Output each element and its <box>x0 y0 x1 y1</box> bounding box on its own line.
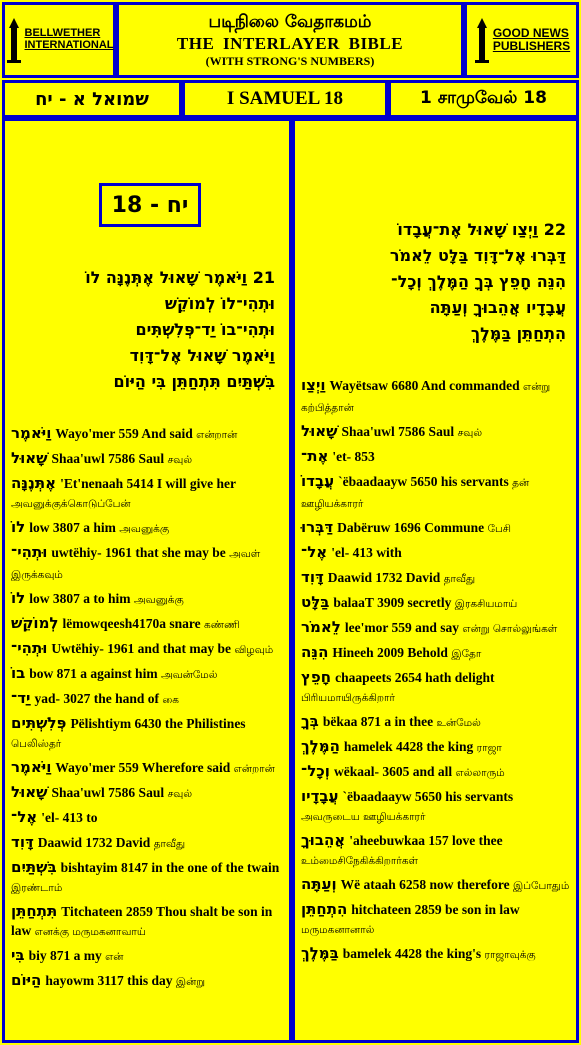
tamil-gloss: இதோ <box>451 648 482 660</box>
word-entry <box>301 875 571 896</box>
verse-line: 21 וַיֹּאמֶר שָׁאוּל אֶתְּנֶנָּה לוֹ <box>85 268 275 287</box>
tamil-gloss: உன்மேல் <box>436 717 481 729</box>
logo-left-line2: INTERNATIONAL <box>24 39 114 51</box>
tamil-gloss: சவுல் <box>457 427 483 439</box>
tamil-gloss: இரண்டாம் <box>11 882 63 894</box>
word-entry <box>301 643 571 664</box>
transliteration-gloss: hayowm 3117 this day <box>45 973 173 988</box>
word-entry <box>301 376 571 418</box>
transliteration-gloss: hitchateen 2859 be son in law <box>351 902 520 917</box>
book-title-tamil: 1 சாமுவேல் 18 <box>420 88 547 108</box>
tamil-gloss: எல்லாரும் <box>455 767 505 779</box>
tamil-gloss: தாவீது <box>153 838 186 850</box>
left-column <box>2 118 292 1043</box>
word-entry <box>301 543 571 564</box>
tamil-gloss: என்று கற்பித்தான் <box>301 381 551 414</box>
hebrew-word: עֲבָדָיו <box>301 787 339 805</box>
hebrew-word: אֶל־ <box>301 543 328 561</box>
transliteration-gloss: Hineeh 2009 Behold <box>332 645 448 660</box>
tamil-gloss: அவனுக்கு <box>133 594 184 606</box>
tamil-gloss: உம்மைசிநேகிக்கிறார்கள் <box>301 855 419 867</box>
transliteration-gloss: 'et- 853 <box>332 449 375 464</box>
hebrew-word: דָּוִד <box>301 568 324 586</box>
transliteration-gloss: Wë ataah 6258 now therefore <box>340 877 510 892</box>
hebrew-word: לֵאמֹר <box>301 618 341 636</box>
word-entry <box>301 447 571 468</box>
transliteration-gloss: uwtëhiy- 1961 that she may be <box>51 545 226 560</box>
word-entry <box>301 712 571 733</box>
transliteration-gloss: Shaa'uwl 7586 Saul <box>341 424 455 439</box>
tamil-gloss: இரகசியமாய் <box>454 598 518 610</box>
transliteration-gloss: `ëbaadaayw 5650 his servants <box>338 474 509 489</box>
transliteration-gloss: Wayëtsaw 6680 And commanded <box>329 378 520 393</box>
verse-line: 22 וַיְצַו שָׁאוּל אֶת־עֲבָדוֹ <box>397 220 566 239</box>
verse-line: עֲבָדָיו אֲהֵבוּךָ וְעַתָּה <box>429 298 566 317</box>
word-entry <box>301 737 571 758</box>
transliteration-gloss: yad- 3027 the hand of <box>34 691 159 706</box>
hebrew-word: וַיְצַו <box>301 376 326 394</box>
word-entry <box>11 689 283 710</box>
transliteration-gloss: 'Et'nenaah 5414 I will give her <box>60 476 236 491</box>
tamil-gloss: அவன்மேல் <box>160 669 218 681</box>
hebrew-word: וְכָל־ <box>301 762 330 780</box>
logo-left-line1: BELLWETHER <box>24 27 101 40</box>
hebrew-word: לוֹ <box>11 518 26 536</box>
title-tamil: படிநிலை வேதாகமம் <box>208 11 372 32</box>
word-entry <box>301 668 571 708</box>
transliteration-gloss: Daawid 1732 David <box>37 835 151 850</box>
hebrew-word: דַּבְּרוּ <box>301 518 334 536</box>
transliteration-gloss: balaaT 3909 secretly <box>333 595 452 610</box>
left-word-list <box>11 424 283 996</box>
tamil-gloss: என்று சொல்லுங்கள் <box>462 623 558 635</box>
word-entry <box>301 518 571 539</box>
right-word-list <box>301 376 571 969</box>
word-entry <box>11 589 283 610</box>
tamil-gloss: அவள் இருக்கவும் <box>11 548 261 581</box>
hebrew-word: פְּלִשְׁתִּים <box>11 714 67 732</box>
tamil-gloss: விழவும் <box>234 644 274 656</box>
hebrew-word: וּתְהִי־ <box>11 543 48 561</box>
word-entry <box>301 618 571 639</box>
hebrew-word: בִּשְׁתַּיִם <box>11 858 57 876</box>
tamil-gloss: என்றான் <box>196 429 238 441</box>
transliteration-gloss: biy 871 a my <box>28 948 102 963</box>
word-entry <box>301 593 571 614</box>
page-subtitle: (WITH STRONG'S NUMBERS) <box>205 53 375 68</box>
word-entry <box>301 762 571 783</box>
transliteration-gloss: low 3807 a to him <box>29 591 131 606</box>
hebrew-word: בַּמֶּלֶךְ <box>301 944 339 962</box>
hebrew-word: בוֹ <box>11 664 26 682</box>
book-icon <box>473 16 491 64</box>
logo-right-line2: PUBLISHERS <box>492 39 571 53</box>
book-title-hebrew-box <box>2 80 182 118</box>
hebrew-word: אֲהֵבוּךָ <box>301 831 346 849</box>
word-entry <box>11 902 283 942</box>
book-title-english-box <box>182 80 388 118</box>
tamil-gloss: தாவீது <box>443 573 476 585</box>
book-title-hebrew: שמואל א - יח <box>35 88 149 110</box>
transliteration-gloss: `ëbaadaayw 5650 his servants <box>342 789 514 804</box>
hebrew-word: שָׁאוּל <box>301 422 338 440</box>
word-entry <box>11 714 283 754</box>
hebrew-word: שָׁאוּל <box>11 449 48 467</box>
word-entry <box>11 639 283 660</box>
word-entry <box>301 900 571 940</box>
book-title-english: I SAMUEL 18 <box>226 88 344 109</box>
hebrew-word: וַיֹּאמֶר <box>11 424 52 442</box>
hebrew-word: אֶתְּנֶנָּה <box>11 474 57 492</box>
publisher-logo-right <box>464 2 579 78</box>
tamil-gloss: மருமகனானால் <box>301 924 375 936</box>
tamil-gloss: ராஜா <box>476 742 502 754</box>
word-entry <box>301 787 571 827</box>
hebrew-word: הִתְחַתֵּן <box>301 900 348 918</box>
verse-21-hebrew <box>15 265 275 395</box>
verse-line: וּתְהִי־לוֹ לְמוֹקֵשׁ <box>164 294 275 313</box>
tamil-gloss: பேசி <box>487 523 512 535</box>
word-entry <box>11 758 283 779</box>
word-entry <box>11 808 283 829</box>
tamil-gloss: இன்று <box>175 976 206 988</box>
word-entry <box>11 518 283 539</box>
verse-line: הִנֵּה חָפֵץ בְּךָ הַמֶּלֶךְ וְכָל־ <box>391 272 566 291</box>
transliteration-gloss: 'el- 413 to <box>41 810 98 825</box>
publisher-logo-left <box>2 2 116 78</box>
hebrew-word: לוֹ <box>11 589 26 607</box>
tamil-gloss: அவனுக்குக்கொடுப்பேன் <box>11 498 131 510</box>
transliteration-gloss: Daawid 1732 David <box>327 570 441 585</box>
transliteration-gloss: bishtayim 8147 in the one of the twain <box>60 860 280 875</box>
word-entry <box>11 833 283 854</box>
transliteration-gloss: Pëlishtiym 6430 the Philistines <box>70 716 246 731</box>
hebrew-word: לְמוֹקֵשׁ <box>11 614 59 632</box>
word-entry <box>11 424 283 445</box>
transliteration-gloss: Dabëruw 1696 Commune <box>337 520 485 535</box>
word-entry <box>301 422 571 443</box>
transliteration-gloss: hamelek 4428 the king <box>343 739 474 754</box>
tamil-gloss: கை <box>162 694 180 706</box>
word-entry <box>11 614 283 635</box>
transliteration-gloss: 'el- 413 with <box>331 545 402 560</box>
transliteration-gloss: bëkaa 871 a in thee <box>322 714 434 729</box>
tamil-gloss: தன் ஊழியக்காரர் <box>301 477 530 510</box>
word-entry <box>11 664 283 685</box>
transliteration-gloss: Titchateen 2859 Thou shalt be son in law <box>11 904 273 938</box>
word-entry <box>301 944 571 965</box>
hebrew-word: בַּלָּט <box>301 593 330 611</box>
transliteration-gloss: 'aheebuwkaa 157 love thee <box>349 833 503 848</box>
word-entry <box>11 971 283 992</box>
book-icon <box>5 16 23 64</box>
transliteration-gloss: wëkaal- 3605 and all <box>333 764 453 779</box>
tamil-gloss: ராஜாவுக்கு <box>484 949 536 961</box>
tamil-gloss: சவுல் <box>167 454 193 466</box>
hebrew-word: עֲבָדוֹ <box>301 472 335 490</box>
word-entry <box>11 858 283 898</box>
hebrew-word: בְּךָ <box>301 712 319 730</box>
book-title-tamil-box <box>388 80 579 118</box>
hebrew-word: תִּתְחַתֵּן <box>11 902 58 920</box>
tamil-gloss: பிரியமாயிருக்கிறார் <box>301 692 396 704</box>
page-title: THE INTERLAYER BIBLE <box>176 33 404 53</box>
transliteration-gloss: Shaa'uwl 7586 Saul <box>51 451 165 466</box>
tamil-gloss: என் <box>105 951 124 963</box>
hebrew-word: חָפֵץ <box>301 668 332 686</box>
word-entry <box>301 831 571 871</box>
hebrew-word: יַד־ <box>11 689 31 707</box>
word-entry <box>11 543 283 585</box>
logo-right-line1: GOOD NEWS <box>492 26 569 41</box>
transliteration-gloss: bow 871 a against him <box>29 666 158 681</box>
verse-22-hebrew <box>300 217 566 347</box>
header-title-box <box>116 2 464 78</box>
hebrew-word: הַיּוֹם <box>11 971 42 989</box>
verse-line: וּתְהִי־בוֹ יַד־פְּלִשְׁתִּים <box>135 320 275 339</box>
tamil-gloss: இப்போதும் <box>513 880 570 892</box>
transliteration-gloss: Wayo'mer 559 Wherefore said <box>55 760 231 775</box>
tamil-gloss: என்றான் <box>233 763 275 775</box>
transliteration-gloss: lëmowqeesh4170a snare <box>62 616 201 631</box>
hebrew-word: אֶל־ <box>11 808 38 826</box>
tamil-gloss: எனக்கு மருமகனாவாய் <box>34 926 146 938</box>
transliteration-gloss: Uwtëhiy- 1961 and that may be <box>51 641 231 656</box>
transliteration-gloss: bamelek 4428 the king's <box>342 946 482 961</box>
word-entry <box>11 474 283 514</box>
hebrew-word: אֶת־ <box>301 447 329 465</box>
verse-line: דַּבְּרוּ אֶל־דָּוִד בַּלָּט לֵאמֹר <box>389 246 566 265</box>
chapter-badge: יח - 18 <box>99 183 201 227</box>
transliteration-gloss: lee'mor 559 and say <box>344 620 460 635</box>
tamil-gloss: கண்ணி <box>204 619 240 631</box>
tamil-gloss: பெலிஸ்தர் <box>11 738 62 750</box>
verse-line: הִתְחַתֵּן בַּמֶּלֶךְ <box>470 324 566 343</box>
word-entry <box>301 472 571 514</box>
transliteration-gloss: Shaa'uwl 7586 Saul <box>51 785 165 800</box>
hebrew-word: הִנֵּה <box>301 643 329 661</box>
hebrew-word: שָׁאוּל <box>11 783 48 801</box>
hebrew-word: וַיֹּאמֶר <box>11 758 52 776</box>
hebrew-word: וְעַתָּה <box>301 875 337 893</box>
word-entry <box>11 946 283 967</box>
tamil-gloss: சவுல் <box>167 788 193 800</box>
hebrew-word: הַמֶּלֶךְ <box>301 737 340 755</box>
hebrew-word: וּתְהִי־ <box>11 639 48 657</box>
tamil-gloss: அவனுக்கு <box>119 523 170 535</box>
transliteration-gloss: low 3807 a him <box>29 520 116 535</box>
word-entry <box>301 568 571 589</box>
word-entry <box>11 449 283 470</box>
tamil-gloss: அவருடைய ஊழியக்காரர் <box>301 811 426 823</box>
transliteration-gloss: Wayo'mer 559 And said <box>55 426 193 441</box>
verse-line: בִּשְׁתַּיִם תִּתְחַתֵּן בִּי הַיּוֹם <box>113 372 275 391</box>
verse-line: וַיֹּאמֶר שָׁאוּל אֶל־דָּוִד <box>129 346 275 365</box>
hebrew-word: בִּי <box>11 946 25 964</box>
right-column <box>292 118 579 1043</box>
hebrew-word: דָּוִד <box>11 833 34 851</box>
word-entry <box>11 783 283 804</box>
transliteration-gloss: chaapeets 2654 hath delight <box>335 670 495 685</box>
